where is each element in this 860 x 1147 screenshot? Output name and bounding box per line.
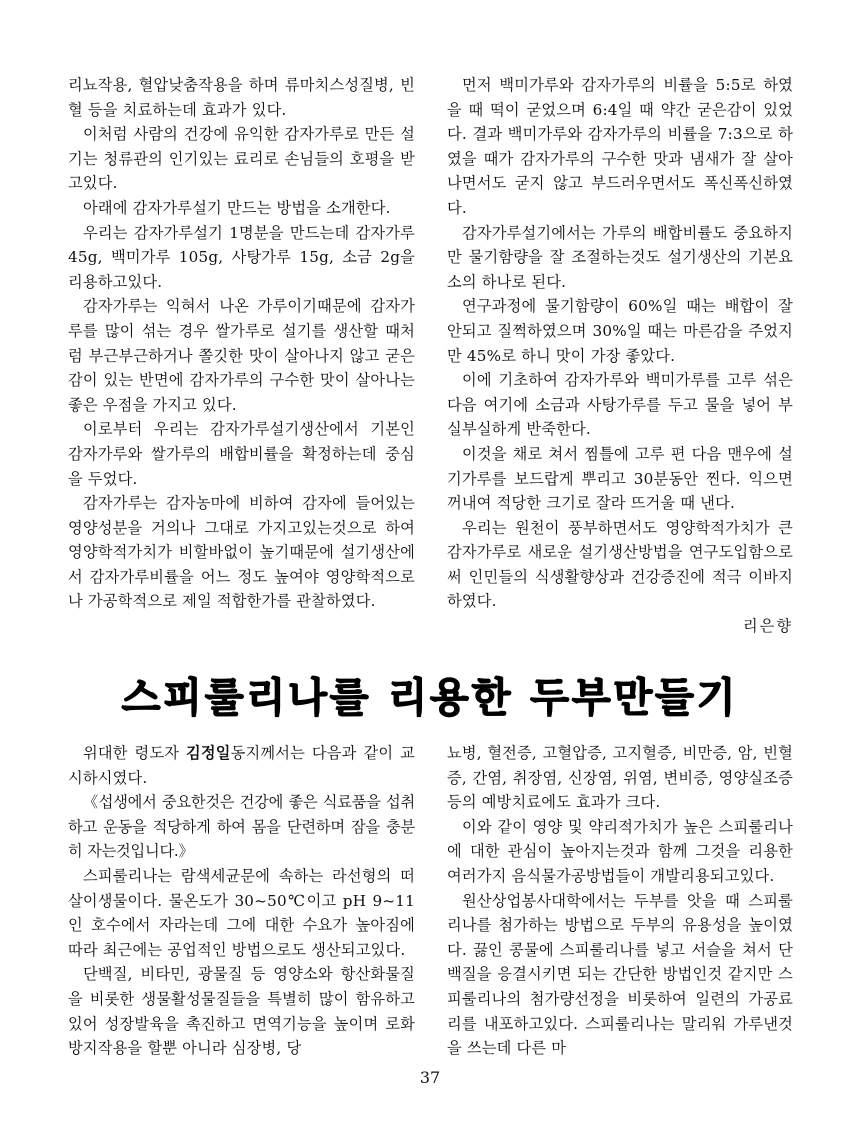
leader-name: 김정일 bbox=[186, 744, 231, 762]
paragraph: 연구과정에 물기함량이 60%일 때는 배합이 잘 안되고 질쩍하였으며 30%일 때는 마른감을 주었지만 45%로 하니 맛이 가장 좋았다. bbox=[447, 297, 793, 365]
paragraph: 뇨병, 혈전증, 고혈압증, 고지혈증, 비만증, 암, 빈혈증, 간염, 취장염, 신장염, 위염, 변비증, 영양실조증 등의 예방치료에도 효과가 크다. bbox=[447, 744, 793, 812]
article2-column-left bbox=[68, 741, 415, 1061]
article1-column-left bbox=[68, 73, 415, 614]
paragraph: 감자가루는 익혀서 나온 가루이기때문에 감자가루를 많이 섞는 경우 쌀가루로 설기를 생산할 때처럼 부근부근하거나 쫄깃한 맛이 살아나지 않고 굳은감이 있는 반면에 감자가루의 구수한 맛이 살아나는 좋은 우점을 가지고 있다. bbox=[68, 297, 415, 414]
article2-column-right bbox=[447, 741, 793, 1061]
paragraph: 우리는 원천이 풍부하면서도 영양학적가치가 큰 감자가루로 새로운 설기생산방법을 연구도입함으로써 인민들의 식생활향상과 건강증진에 적극 이바지하였다. bbox=[447, 518, 793, 611]
article-author: 리은향 bbox=[742, 617, 793, 636]
paragraph: 먼저 백미가루와 감자가루의 비률을 5:5로 하였을 때 떡이 굳었으며 6:4일 때 약간 굳은감이 있었다. 결과 백미가루와 감자가루의 비률을 7:3으로 하였을 때가 감자가루의 구수한 맛과 냄새가 잘 살아나면서도 굳지 않고 부드러우면서도 폭신폭신하였다. bbox=[447, 76, 793, 217]
article-title: 스피룰리나를 리용한 두부만들기 bbox=[121, 675, 739, 721]
quotation: 《섭생에서 중요한것은 건강에 좋은 식료품을 섭취하고 운동을 적당하게 하여 몸을 단련하며 잠을 충분히 자는것입니다.》 bbox=[68, 793, 415, 861]
paragraph: 이로부터 우리는 감자가루설기생산에서 기본인 감자가루와 쌀가루의 배합비률을 확정하는데 중심을 두었다. bbox=[68, 420, 415, 488]
paragraph: 단백질, 비타민, 광물질 등 영양소와 항산화물질을 비롯한 생물활성물질들을 특별히 많이 함유하고있어 성장발육을 촉진하고 면역기능을 높이며 로화방지작용을 할뿐 아니라 심장병, 당 bbox=[68, 965, 415, 1058]
page-number: 37 bbox=[419, 1068, 441, 1087]
article1-column-right bbox=[447, 73, 793, 639]
paragraph: 이것을 채로 쳐서 찜틀에 고루 편 다음 맨우에 설기가루를 보드랍게 뿌리고 30분동안 찐다. 익으면 꺼내여 적당한 크기로 잘라 뜨거울 때 낸다. bbox=[447, 444, 793, 513]
paragraph: 우리는 감자가루설기 1명분을 만드는데 감자가루 45g, 백미가루 105g, 사탕가루 15g, 소금 2g을 리용하고있다. bbox=[68, 223, 415, 291]
paragraph: 리뇨작용, 혈압낮춤작용을 하며 류마치스성질병, 빈혈 등을 치료하는데 효과가 있다. bbox=[68, 76, 415, 119]
paragraph: 아래에 감자가루설기 만드는 방법을 소개한다. bbox=[83, 198, 391, 217]
paragraph: 원산상업봉사대학에서는 두부를 앗을 때 스피룰리나를 첨가하는 방법으로 두부의 유용성을 높이였다. 끓인 콩물에 스피룰리나를 넣고 서슬을 쳐서 단백질을 응결시키면 되는 간단한 방법인것 같지만 스피룰리나의 첨가량선정을 비롯하여 일련의 가공료리를 내포하고있다. 스피룰리나는 말리워 가루낸것을 쓰는데 다른 마 bbox=[447, 891, 793, 1058]
intro-text-end: 동지께서는 다음과 같이 교시하시였다. bbox=[68, 744, 415, 787]
paragraph: 이처럼 사람의 건강에 유익한 감자가루로 만든 설기는 청류관의 인기있는 료리로 손님들의 호평을 받고있다. bbox=[68, 125, 415, 193]
intro-text-start: 위대한 령도자 bbox=[83, 744, 187, 762]
paragraph: 감자가루는 감자농마에 비하여 감자에 들어있는 영양성분을 거의나 그대로 가지고있는것으로 하여 영양학적가치가 비할바없이 높기때문에 설기생산에서 감자가루비률을 어느 정도 높여야 영양학적으로나 가공학적으로 제일 적합한가를 관찰하였다. bbox=[68, 494, 415, 611]
paragraph: 스피룰리나는 람색세균문에 속하는 라선형의 떠살이생물이다. 물온도가 30~50℃이고 pH 9~11인 호수에서 자라는데 그에 대한 수요가 높아짐에 따라 최근에는 공업적인 방법으로도 생산되고있다. bbox=[68, 866, 415, 959]
paragraph: 이와 같이 영양 및 약리적가치가 높은 스피룰리나에 대한 관심이 높아지는것과 함께 그것을 리용한 여러가지 음식물가공방법들이 개발리용되고있다. bbox=[447, 817, 793, 885]
paragraph: 이에 기초하여 감자가루와 백미가루를 고루 섞은 다음 여기에 소금과 사탕가루를 두고 물을 넣어 부실부실하게 반죽한다. bbox=[447, 371, 793, 439]
paragraph: 감자가루설기에서는 가루의 배합비률도 중요하지만 물기함량을 잘 조절하는것도 설기생산의 기본요소의 하나로 된다. bbox=[447, 223, 793, 291]
intro-paragraph bbox=[68, 741, 415, 790]
